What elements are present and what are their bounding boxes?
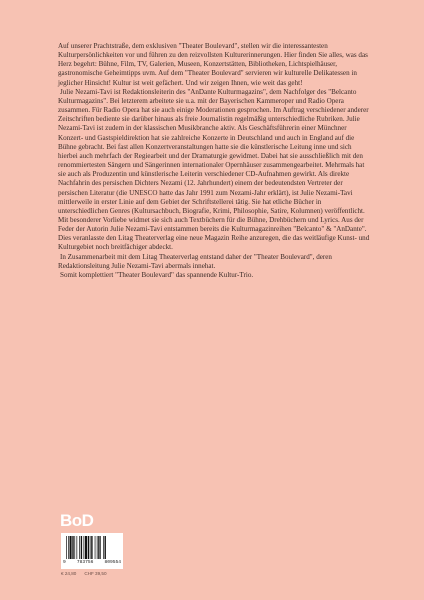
- collaboration-paragraph: In Zusammenarbeit mit dem Litag Theaterverlag entstand daher der "Theater Boulevard", deren Redaktionsleitung Julie Nezami-Tavi abermals innehat.: [58, 252, 332, 270]
- back-cover-text: [58, 42, 370, 280]
- isbn-barcode: [61, 533, 123, 569]
- barcode-digits: [63, 560, 121, 565]
- author-bio-paragraph: Julie Nezami-Tavi ist Redaktionsleiterin des "AnDante Kulturmagazins", dem Nachfolger des "Belcanto Kulturmagazins". Bei letzterem arbeitete sie u.a. mit der Bayerischen Kammeroper und Radio Opera zusammen. Für Radio Opera hat sie auch einige Moderationen gesprochen. Im Auftrag verschiedener anderer Zeitschriften bediente sie darüber hinaus als freie Journalistin regelmäßig unterschiedliche Rubriken. Julie Nezami-Tavi ist zudem in der klassischen Musikbranche aktiv. Als Geschäftsführerin einer Münchner Konzert- und Gastspieldirektion hat sie zahlreiche Konzerte in Deutschland und auch in England auf die Bühne gebracht. Bei fast allen Konzertveranstaltungen hatte sie die künstlerische Leitung inne und sich hierbei auch mehrfach der Regiearbeit und der Dramaturgie gewidmet. Dabei hat sie ausschließlich mit den renommiertesten Sängern und Sängerinnen internationaler Opernhäuser zusammengearbeitet. Mehrmals hat sie auch als Produzentin und künstlerische Leiterin verschiedener CD-Aufnahmen gewirkt. Als direkte Nachfahrin des persischen Dichters Nezami (12. Jahrhundert) einem der bedeutendsten Vertreter der persischen Literatur (die UNESCO hatte das Jahr 1991 zum Nezami-Jahr erklärt), ist Julie Nezami-Tavi mittlerweile in erster Linie auf dem Gebiet der Schriftstellerei tätig. Sie hat etliche Bücher in unterschiedlichen Genres (Kultursachbuch, Biografie, Krimi, Philosophie, Satire, Kolumnen) veröffentlicht. Mit besonderer Vorliebe widmet sie sich auch Textbüchern für die Bühne, Drehbüchern und Lyrics. Aus der Feder der Autorin Julie Nezami-Tavi entstammen bereits die Kulturmagazinreihen "Belcanto" & "AnDante". Dies veranlasste den Litag Theaterverlag eine neue Magazin Reihe anzuregen, die das weitläufige Kunst- und Kulturgebiet noch breitfächiger abdeckt.: [58, 87, 370, 252]
- price-line: [61, 571, 107, 576]
- barcode-digit-group-2: 809554: [104, 560, 121, 565]
- barcode-digit-lead: 9: [63, 560, 66, 565]
- closing-paragraph: Somit komplettiert "Theater Boulevard" das spannende Kultur-Trio.: [60, 270, 254, 279]
- barcode-digit-group-1: 783756: [76, 560, 94, 565]
- price-chf: CHF 39,50: [84, 571, 107, 576]
- intro-paragraph: Auf unserer Prachtstraße, dem exklusiven "Theater Boulevard", stellen wir die interessantesten Kulturpersönlichkeiten vor und führen zu den reizvollsten Kulturerinnerungen. Hier finden Sie alles, was das Herz begehrt: Bühne, Film, TV, Galerien, Museen, Konzertstätten, Bibliotheken, Lichtspielhäuser, gastronomische Geheimtipps uvm. Auf dem "Theater Boulevard" servieren wir kulturelle Delikatessen in jeglicher Hinsicht! Kultur ist weit gefächert. Und wir zeigen Ihnen, wie weit das geht!: [58, 42, 368, 87]
- publisher-logo: BoD: [60, 511, 94, 530]
- barcode-bars-icon: [66, 536, 118, 559]
- price-eur: € 24,80: [61, 571, 77, 576]
